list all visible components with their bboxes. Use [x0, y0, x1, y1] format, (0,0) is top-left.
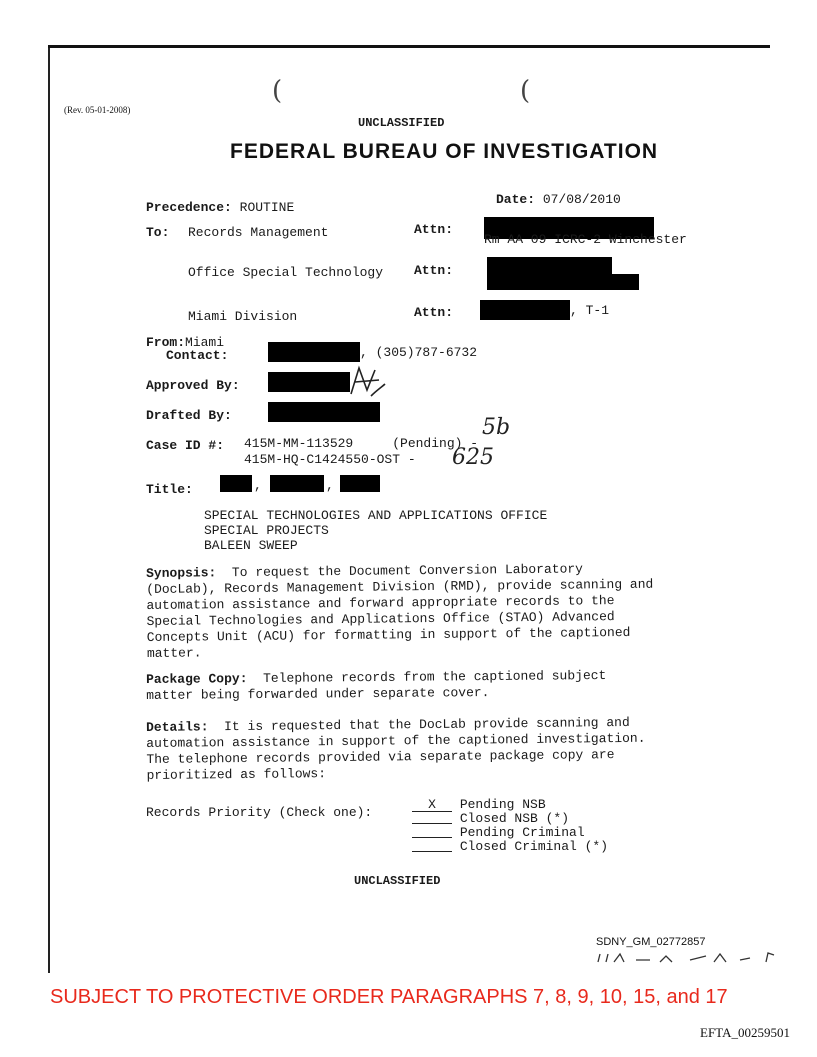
synopsis-block	[146, 561, 654, 662]
to-label: To:	[146, 225, 170, 240]
precedence-row	[146, 200, 294, 215]
redaction-drafted	[268, 402, 380, 422]
case-id-line-1: 415M-MM-113529 (Pending) -	[244, 436, 479, 451]
protective-order-notice: SUBJECT TO PROTECTIVE ORDER PARAGRAPHS 7, 8, 9, 10, 15, and 17	[50, 986, 728, 1008]
scan-mark-left: (	[272, 76, 283, 106]
to-recipient-3: Miami Division	[188, 309, 298, 324]
attn-extra-1: Rm AA 09 ICRC-2 Winchester	[484, 232, 687, 247]
scan-top-border	[48, 45, 770, 48]
scan-mark-right: (	[520, 76, 531, 106]
priority-checkbox-2	[412, 811, 452, 824]
date-row	[496, 192, 621, 207]
priority-option-4	[412, 839, 608, 854]
date-label: Date:	[496, 192, 536, 207]
package-copy-text: Telephone records from the captioned subject matter being forwarded under separate cover.	[146, 667, 607, 703]
classification-bottom: UNCLASSIFIED	[354, 874, 441, 888]
case-id-line-2: 415M-HQ-C1424550-OST -	[244, 452, 416, 467]
to-recipient-2: Office Special Technology	[188, 265, 384, 280]
records-priority-label: Records Priority (Check one):	[146, 805, 373, 820]
title-label: Title:	[146, 482, 193, 497]
redaction-title-1	[220, 475, 252, 492]
efta-number: EFTA_00259501	[700, 1025, 790, 1040]
attn-extra-3: , T-1	[570, 303, 610, 318]
redaction-attn-2a	[487, 257, 612, 275]
priority-option-1-text: Pending NSB	[459, 797, 546, 812]
title-line-1: SPECIAL TECHNOLOGIES AND APPLICATIONS OFFICE	[204, 508, 548, 523]
redaction-approved	[268, 372, 350, 392]
scan-left-border	[48, 48, 50, 973]
precedence-label: Precedence:	[146, 200, 232, 215]
attn-label-3: Attn:	[414, 305, 454, 320]
title-comma-2: ,	[326, 478, 334, 493]
priority-option-4-text: Closed Criminal (*)	[459, 839, 609, 854]
form-revision: (Rev. 05-01-2008)	[64, 105, 131, 115]
details-text: It is requested that the DocLab provide scanning and automation assistance in support of the captioned investigation. The telephone records provided via separate package copy are prioritized as follows:	[146, 714, 646, 783]
synopsis-text: To request the Document Conversion Laboratory (DocLab), Records Management Division (RMD), provide scanning and automation assistance and forward appropriate records to the Special Technologies and Applications Office (STAO) Advanced Concepts Unit (ACU) for formatting in support of the captioned matter.	[146, 561, 654, 661]
title-line-2: SPECIAL PROJECTS	[204, 523, 329, 538]
redaction-attn-3	[480, 300, 570, 320]
package-copy-block	[146, 668, 607, 704]
attn-label-2: Attn:	[414, 263, 454, 278]
to-recipient-1: Records Management	[188, 225, 329, 240]
priority-option-3-text: Pending Criminal	[459, 825, 585, 840]
agency-title: FEDERAL BUREAU OF INVESTIGATION	[230, 140, 659, 163]
bates-number: SDNY_GM_02772857	[596, 936, 706, 948]
priority-option-1	[412, 797, 546, 812]
redaction-title-2	[270, 475, 324, 492]
redaction-title-3	[340, 475, 380, 492]
priority-checkbox-4	[412, 839, 452, 852]
redaction-contact	[268, 342, 360, 362]
details-block	[146, 715, 646, 784]
from-value: Miami	[185, 335, 225, 350]
drafted-by-label: Drafted By:	[146, 408, 232, 423]
redaction-attn-2b	[487, 274, 639, 290]
precedence-value: ROUTINE	[239, 200, 295, 215]
approval-initials-mark	[345, 360, 387, 400]
priority-option-2-text: Closed NSB (*)	[459, 811, 570, 826]
priority-option-2	[412, 811, 569, 826]
contact-label: Contact:	[166, 348, 229, 363]
priority-checkbox-1: X	[412, 799, 452, 812]
package-copy-label: Package Copy:	[146, 671, 248, 687]
priority-option-3	[412, 825, 585, 840]
approved-by-label: Approved By:	[146, 378, 240, 393]
title-line-3: BALEEN SWEEP	[204, 538, 298, 553]
date-value: 07/08/2010	[542, 192, 621, 207]
attn-label-1: Attn:	[414, 222, 454, 237]
synopsis-label: Synopsis:	[146, 565, 217, 581]
handwritten-note-2: 625	[452, 445, 494, 470]
contact-phone: , (305)787-6732	[360, 345, 478, 360]
details-label: Details:	[146, 719, 209, 735]
handwritten-scribble	[590, 950, 780, 966]
from-label: From:	[146, 335, 186, 350]
title-comma-1: ,	[254, 478, 262, 493]
case-id-label: Case ID #:	[146, 438, 225, 453]
priority-checkbox-3	[412, 825, 452, 838]
classification-top: UNCLASSIFIED	[358, 116, 445, 130]
handwritten-note-1: 5b	[482, 415, 511, 440]
